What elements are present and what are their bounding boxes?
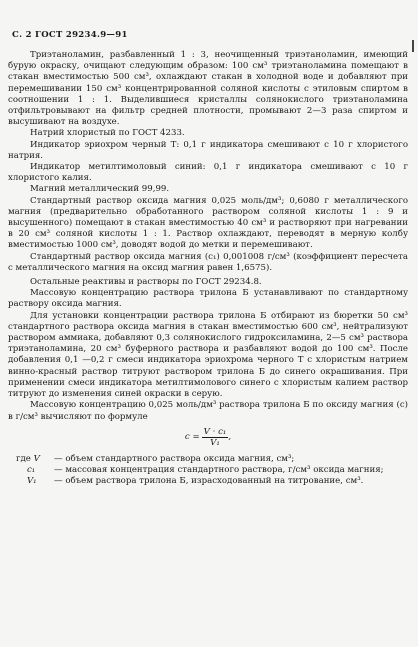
- definition-symbol: V: [33, 453, 40, 464]
- definition-item: [8, 476, 408, 487]
- paragraph: Индикатор метилтимоловый синий: 0,1 г индикатора смешивают с 10 г хлористого калия.: [8, 162, 408, 184]
- paragraph: Для установки концентрации раствора трилона Б отбирают из бюретки 50 см³ стандартного раствора оксида магния в стакан вместимостью 600 см³, нейтрализуют раствором аммиака, добавляют 0,3 солянокислого гидроксиламина, 2—5 см³ раствора триэтаноламина, 20 см³ буферного раствора и разбавляют водой до 100 см³. После добавления 0,1 —0,2 г смеси индикатора эриохрома черного Т с хлористым натрием винно-красный раствор титруют раствором трилона Б до синего окрашивания. При применении смеси индикатора метилтимолового синего с хлористым калием раствор титруют до изменения синей окраски в серую.: [8, 310, 408, 400]
- paragraph: Индикатор эриохром черный Т: 0,1 г индикатора смешивают с 10 г хлористого натрия.: [8, 139, 408, 161]
- definition-item: [8, 454, 408, 465]
- paragraph: Массовую концентрацию раствора трилона Б устанавливают по стандартному раствору оксида магния.: [8, 288, 408, 310]
- document-body: [8, 50, 408, 487]
- formula-numerator: V · c₁: [203, 426, 227, 437]
- formula-tail: ,: [228, 431, 232, 442]
- definition-text: — объем стандартного раствора оксида магния, см³;: [54, 453, 295, 464]
- paragraph: Натрий хлористый по ГОСТ 4233.: [30, 128, 185, 139]
- definition-text: — массовая концентрация стандартного раствора, г/см³ оксида магния;: [54, 464, 384, 475]
- paragraph: Магний металлический 99,99.: [30, 184, 170, 195]
- paragraph: Стандартный раствор оксида магния (c₁) 0,001008 г/см³ (коэффициент пересчета с металлического магния на оксид магния равен 1,6575).: [8, 251, 408, 273]
- formula-fraction: [202, 426, 232, 448]
- formula-denominator: V₁: [210, 437, 220, 448]
- paragraph: Массовую концентрацию 0,025 моль/дм³ раствора трилона Б по оксиду магния (c) в г/см³ вычисляют по формуле: [8, 400, 408, 422]
- definitions-list: [8, 454, 408, 488]
- page-edge-mark: [412, 40, 414, 52]
- paragraph: Триэтаноламин, разбавленный 1 : 3, неочищенный триэтаноламин, имеющий бурую окраску, очищают следующим образом: 100 см³ триэтаноламина помещают в стакан вместимостью 500 см³, охлаждают стакан в холодной воде и добавляют при перемешивании 150 см³ концентрированной соляной кислоты с этиловым спиртом в соотношении 1 : 1. Выделившиеся кристаллы солянокислого триэтаноламина отфильтровывают на фильтр средней плотности, промывают 2—3 раза спиртом и высушивают на воздухе.: [8, 50, 408, 128]
- definition-symbol-cell: [8, 465, 54, 476]
- page-header: С. 2 ГОСТ 29234.9—91: [12, 30, 128, 40]
- definition-symbol: V₁: [26, 476, 37, 487]
- definition-symbol: c₁: [26, 464, 36, 475]
- definitions-intro: [8, 454, 54, 465]
- where-label: где: [16, 453, 31, 464]
- paragraph: Остальные реактивы и растворы по ГОСТ 29234.8.: [30, 277, 262, 288]
- definition-item: [8, 465, 408, 476]
- formula-lhs: c =: [184, 431, 200, 442]
- definition-text: — объем раствора трилона Б, израсходованный на титрование, см³.: [54, 476, 364, 487]
- formula: [8, 427, 408, 448]
- paragraph: Стандартный раствор оксида магния 0,025 моль/дм³; 0,6080 г металлического магния (предварительно обработанного раствором соляной кислоты 1 : 9 и высушенного) помещают в стакан вместимостью 40 см³ и растворяют при нагревании в 20 см³ соляной кислоты 1 : 1. Раствор охлаждают, переводят в мерную колбу вместимостью 1000 см³, доводят водой до метки и перемешивают.: [8, 195, 408, 251]
- definition-symbol-cell: [8, 476, 54, 487]
